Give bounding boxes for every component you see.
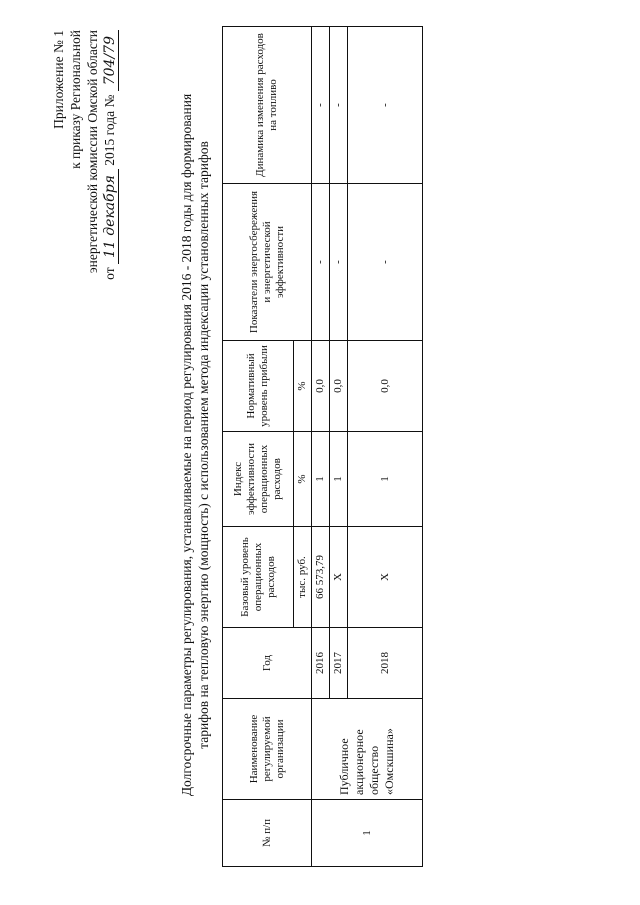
cell-fuel: -	[348, 27, 423, 184]
header-profit: Нормативный уровень прибыли	[223, 341, 294, 432]
handwritten-date: 11 декабря	[102, 169, 119, 264]
appendix-date-line	[101, 30, 119, 360]
cell-energy: -	[348, 184, 423, 341]
cell-profit: 0,0	[312, 341, 330, 432]
appendix-order-ref: к приказу Региональной	[68, 30, 83, 169]
cell-year: 2018	[348, 628, 423, 699]
header-energy: Показатели энергосбережения и энергетической эффективности	[223, 184, 312, 341]
cell-year: 2016	[312, 628, 330, 699]
cell-profit: 0,0	[330, 341, 348, 432]
table-row	[312, 27, 330, 867]
unit-profit: %	[294, 341, 312, 432]
appendix-commission: энергетической комиссии Омской области	[85, 30, 100, 274]
appendix-header	[50, 30, 119, 360]
handwritten-number: 704/79	[102, 30, 119, 91]
header-fuel: Динамика изменения расходов на топливо	[223, 27, 312, 184]
parameters-table	[222, 26, 423, 867]
title-line-2: тарифов на тепловую энергию (мощность) с использованием метода индексации установленных тарифов	[196, 141, 211, 749]
header-year: Год	[223, 628, 312, 699]
header-index: Индекс эффективности операционных расходов	[223, 432, 294, 527]
cell-profit: 0,0	[348, 341, 423, 432]
cell-index: 1	[330, 432, 348, 527]
document-title	[178, 35, 212, 855]
row-number: 1	[312, 800, 423, 867]
unit-base: тыс. руб.	[294, 527, 312, 628]
organization-name: Публичное акционерное общество «Омскшина»	[312, 699, 423, 800]
cell-year: 2017	[330, 628, 348, 699]
cell-fuel: -	[330, 27, 348, 184]
unit-index: %	[294, 432, 312, 527]
cell-fuel: -	[312, 27, 330, 184]
cell-base: Х	[330, 527, 348, 628]
header-org: Наименование регулируемой организации	[223, 699, 312, 800]
header-base: Базовый уровень операционных расходов	[223, 527, 294, 628]
cell-index: 1	[348, 432, 423, 527]
from-label: от	[102, 267, 117, 280]
cell-index: 1	[312, 432, 330, 527]
appendix-title: Приложение № 1	[51, 30, 66, 129]
header-row	[223, 27, 294, 867]
cell-base: Х	[348, 527, 423, 628]
cell-energy: -	[312, 184, 330, 341]
year-text: 2015 года №	[102, 94, 117, 166]
cell-base: 66 573,79	[312, 527, 330, 628]
header-num: № п/п	[223, 800, 312, 867]
title-line-1: Долгосрочные параметры регулирования, устанавливаемые на период регулирования 2016 - 2018 годы для формирования	[179, 93, 194, 797]
cell-energy: -	[330, 184, 348, 341]
